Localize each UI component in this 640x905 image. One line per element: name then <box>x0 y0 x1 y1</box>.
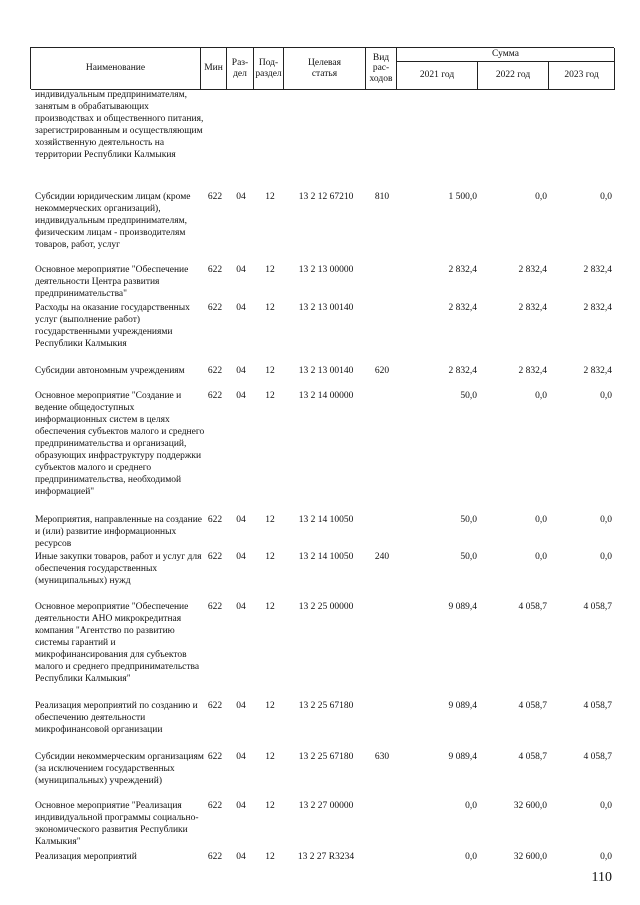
row-amount-2022: 2 832,4 <box>518 366 547 376</box>
header-year-2021: 2021 год <box>397 62 478 90</box>
header-name: Наименование <box>31 48 201 90</box>
row-amount-2023: 4 058,7 <box>583 701 612 711</box>
row-expense-type: 240 <box>374 552 390 562</box>
row-amount-2021: 0,0 <box>465 852 477 862</box>
row-name: Реализация мероприятий <box>35 852 137 862</box>
row-expense-type: 810 <box>374 192 390 202</box>
row-expense-type: 630 <box>374 752 390 762</box>
row-razdel: 04 <box>236 701 246 711</box>
row-razdel: 04 <box>236 602 246 612</box>
row-target-article: 13 2 14 10050 <box>298 552 354 562</box>
row-amount-2021: 2 832,4 <box>448 265 477 275</box>
row-amount-2021: 9 089,4 <box>448 752 477 762</box>
row-amount-2022: 4 058,7 <box>518 701 547 711</box>
row-podrazdel: 12 <box>265 752 275 762</box>
row-target-article: 13 2 14 10050 <box>298 515 354 525</box>
header-expense-type: Вид рас- ходов <box>366 48 397 90</box>
row-razdel: 04 <box>236 366 246 376</box>
row-min: 622 <box>207 552 223 562</box>
row-amount-2023: 4 058,7 <box>583 752 612 762</box>
row-amount-2021: 2 832,4 <box>448 366 477 376</box>
row-podrazdel: 12 <box>265 852 275 862</box>
row-podrazdel: 12 <box>265 391 275 401</box>
row-podrazdel: 12 <box>265 192 275 202</box>
row-target-article: 13 2 13 00140 <box>298 366 354 376</box>
row-amount-2023: 2 832,4 <box>583 265 612 275</box>
row-razdel: 04 <box>236 852 246 862</box>
header-sum: Сумма <box>397 48 615 62</box>
row-amount-2022: 0,0 <box>535 552 547 562</box>
header-target-article: Целевая статья <box>284 48 366 90</box>
row-min: 622 <box>207 366 223 376</box>
row-min: 622 <box>207 701 223 711</box>
row-amount-2023: 0,0 <box>600 192 612 202</box>
row-amount-2021: 50,0 <box>460 552 477 562</box>
row-target-article: 13 2 13 00000 <box>298 265 354 275</box>
row-min: 622 <box>207 265 223 275</box>
row-name: Реализация мероприятий по созданию и обеспечению деятельности микрофинансовой организации <box>35 701 198 735</box>
row-amount-2021: 9 089,4 <box>448 602 477 612</box>
row-expense-type: 620 <box>374 366 390 376</box>
header-year-2023: 2023 год <box>549 62 615 90</box>
row-min: 622 <box>207 852 223 862</box>
row-name: Основное мероприятие "Обеспечение деятельности Центра развития предпринимательства" <box>35 265 189 299</box>
row-amount-2023: 0,0 <box>600 801 612 811</box>
row-name: Иные закупки товаров, работ и услуг для обеспечения государственных (муниципальных) нужд <box>35 552 202 586</box>
row-razdel: 04 <box>236 515 246 525</box>
row-amount-2021: 9 089,4 <box>448 701 477 711</box>
row-name: Основное мероприятие "Обеспечение деятельности АНО микрокредитная компания "Агентство по развитию системы гарантий и микрофинансирования для субъектов малого и среднего предпринимательства Республики Калмыкия" <box>35 602 200 684</box>
row-name: Субсидии некоммерческим организациям (за исключением государственных (муниципальных) учреждений) <box>35 752 204 786</box>
row-razdel: 04 <box>236 801 246 811</box>
row-amount-2023: 0,0 <box>600 552 612 562</box>
row-razdel: 04 <box>236 391 246 401</box>
row-amount-2022: 0,0 <box>535 515 547 525</box>
row-podrazdel: 12 <box>265 801 275 811</box>
row-name: Субсидии юридическим лицам (кроме некоммерческих организаций), индивидуальным предпринимателям, физическим лицам - производителям товаров, работ, услуг <box>35 192 191 250</box>
row-razdel: 04 <box>236 552 246 562</box>
row-podrazdel: 12 <box>265 701 275 711</box>
row-amount-2021: 2 832,4 <box>448 303 477 313</box>
table-header <box>30 47 614 89</box>
row-amount-2021: 0,0 <box>465 801 477 811</box>
row-amount-2023: 2 832,4 <box>583 303 612 313</box>
row-min: 622 <box>207 515 223 525</box>
row-podrazdel: 12 <box>265 265 275 275</box>
row-name: Основное мероприятие "Создание и ведение общедоступных информационных систем в целях обеспечения субъектов малого и среднего предпринимательства и организаций, образующих инфраструктуру поддержки субъектов малого и среднего предпринимательства, необходимой информацией" <box>35 391 205 497</box>
row-razdel: 04 <box>236 303 246 313</box>
row-amount-2022: 0,0 <box>535 192 547 202</box>
row-amount-2021: 50,0 <box>460 515 477 525</box>
row-amount-2023: 0,0 <box>600 515 612 525</box>
row-min: 622 <box>207 752 223 762</box>
row-target-article: 13 2 25 67180 <box>298 701 354 711</box>
row-amount-2023: 0,0 <box>600 391 612 401</box>
row-amount-2022: 32 600,0 <box>513 852 547 862</box>
row-min: 622 <box>207 391 223 401</box>
row-razdel: 04 <box>236 192 246 202</box>
row-amount-2022: 4 058,7 <box>518 752 547 762</box>
row-amount-2023: 0,0 <box>600 852 612 862</box>
row-podrazdel: 12 <box>265 303 275 313</box>
header-razdel: Раз- дел <box>227 48 254 90</box>
header-podrazdel: Под- раздел <box>254 48 284 90</box>
row-amount-2021: 50,0 <box>460 391 477 401</box>
row-name: Основное мероприятие "Реализация индивидуальной программы социально-экономического развития Республики Калмыкия" <box>35 801 199 847</box>
row-podrazdel: 12 <box>265 552 275 562</box>
row-target-article: 13 2 25 67180 <box>298 752 354 762</box>
row-target-article: 13 2 27 00000 <box>298 801 354 811</box>
row-min: 622 <box>207 303 223 313</box>
row-name: Расходы на оказание государственных услуг (выполнение работ) государственными учреждениями Республики Калмыкия <box>35 303 190 349</box>
row-min: 622 <box>207 801 223 811</box>
row-name: Мероприятия, направленные на создание и (или) развитие информационных ресурсов <box>35 515 203 549</box>
row-amount-2023: 4 058,7 <box>583 602 612 612</box>
row-razdel: 04 <box>236 265 246 275</box>
row-amount-2022: 0,0 <box>535 391 547 401</box>
row-amount-2023: 2 832,4 <box>583 366 612 376</box>
row-min: 622 <box>207 602 223 612</box>
row-podrazdel: 12 <box>265 366 275 376</box>
row-amount-2021: 1 500,0 <box>448 192 477 202</box>
page-number: 110 <box>591 870 612 885</box>
row-podrazdel: 12 <box>265 515 275 525</box>
row-podrazdel: 12 <box>265 602 275 612</box>
row-amount-2022: 32 600,0 <box>513 801 547 811</box>
row-min: 622 <box>207 192 223 202</box>
row-amount-2022: 2 832,4 <box>518 265 547 275</box>
row-target-article: 13 2 14 00000 <box>298 391 354 401</box>
header-min: Мин <box>201 48 227 90</box>
row-name: Субсидии автономным учреждениям <box>35 366 185 376</box>
row-razdel: 04 <box>236 752 246 762</box>
row-target-article: 13 2 25 00000 <box>298 602 354 612</box>
row-name: индивидуальным предпринимателям, занятым в обрабатывающих производствах и общественного питания, зарегистрированным и осуществляющим хозяйственную деятельность на территории Республики Калмыкия <box>35 90 204 160</box>
row-target-article: 13 2 13 00140 <box>298 303 354 313</box>
row-target-article: 13 2 27 R3234 <box>297 852 355 862</box>
header-year-2022: 2022 год <box>478 62 549 90</box>
row-amount-2022: 2 832,4 <box>518 303 547 313</box>
row-amount-2022: 4 058,7 <box>518 602 547 612</box>
row-target-article: 13 2 12 67210 <box>298 192 354 202</box>
